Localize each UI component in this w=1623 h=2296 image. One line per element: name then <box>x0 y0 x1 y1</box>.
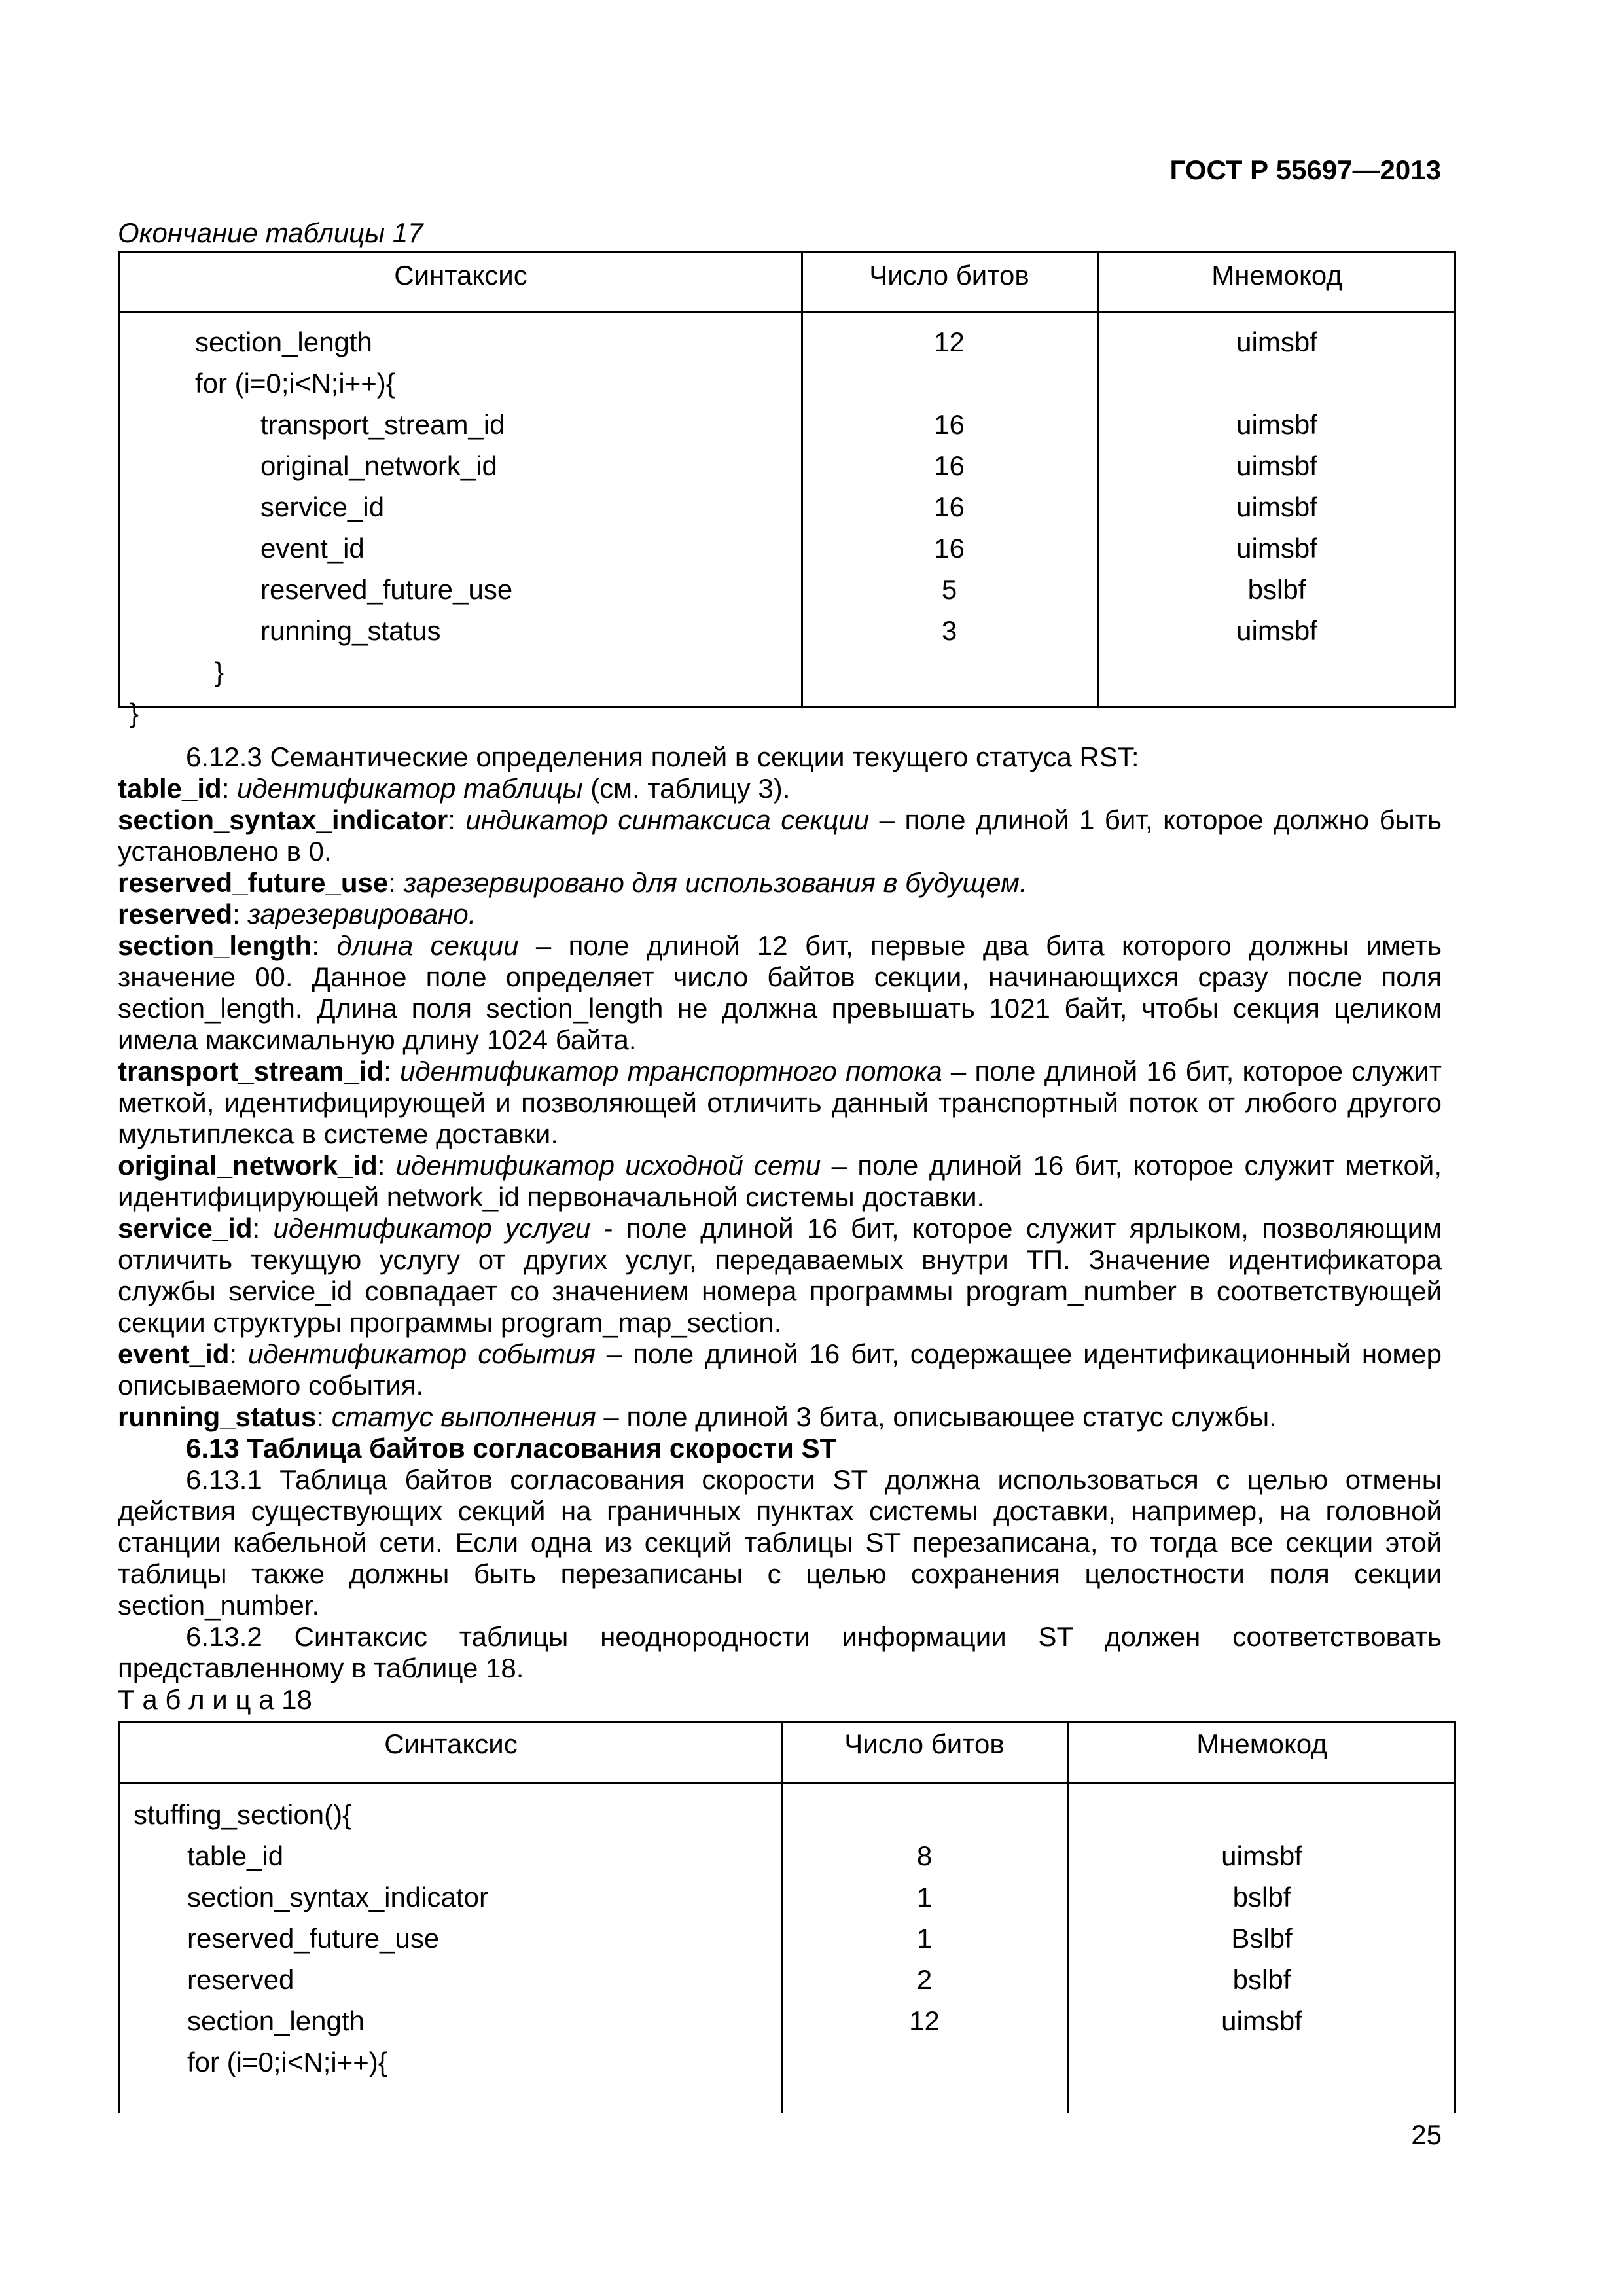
text-run: : <box>221 773 238 804</box>
row-mnemonic: uimsbf <box>1236 533 1317 564</box>
text-run: : <box>229 1338 249 1369</box>
table17-caption: Окончание таблицы 17 <box>118 217 423 248</box>
row-mnemonic: bslbf <box>1232 1964 1291 1995</box>
text-line <box>118 1496 1442 1527</box>
text-line <box>118 742 1442 773</box>
row-bits: 12 <box>934 327 965 357</box>
text-line <box>118 1370 1442 1401</box>
text-run: – поле длиной 16 бит, которое служит <box>942 1056 1442 1086</box>
row-syntax: event_id <box>260 533 365 564</box>
field-term: transport_stream_id <box>118 1056 384 1086</box>
body-text <box>118 742 1442 1715</box>
text-run: 6.13.1 Таблица байтов согласования скорости ST должна использоваться с целью отмены <box>186 1464 1442 1495</box>
row-syntax: section_length <box>187 2005 365 2036</box>
text-run: - поле длиной 16 бит, которое служит ярлыком, позволяющим <box>590 1213 1442 1244</box>
text-line <box>118 961 1442 993</box>
text-run: меткой, идентифицирующей и позволяющей отличить данный транспортный поток от любого другого <box>118 1087 1442 1118</box>
row-bits: 2 <box>916 1964 933 1995</box>
column-header-bits: Число битов <box>869 260 1029 291</box>
field-term: section_length <box>118 930 312 961</box>
text-run: имела максимальную длину 1024 байта. <box>118 1024 637 1055</box>
text-line <box>118 1433 1442 1464</box>
field-definition: идентификатор таблицы <box>237 773 583 804</box>
text-line <box>118 1150 1442 1181</box>
field-definition: зарезервировано для использования в будущем. <box>403 867 1027 898</box>
row-bits: 1 <box>916 1882 933 1912</box>
text-run: – поле длиной 12 бит, первые два бита которого должны иметь <box>518 930 1442 961</box>
row-syntax: } <box>130 698 139 728</box>
field-definition: идентификатор исходной сети <box>395 1150 821 1181</box>
text-line <box>118 930 1442 961</box>
text-line <box>118 1684 1442 1715</box>
text-run: представленному в таблице 18. <box>118 1653 524 1683</box>
text-run: : <box>312 930 337 961</box>
row-mnemonic: bslbf <box>1247 574 1306 605</box>
text-run: мультиплекса в системе доставки. <box>118 1119 558 1149</box>
row-syntax: section_length <box>195 327 372 357</box>
text-run: значение 00. Данное поле определяет число байтов секции, начинающихся сразу после поля <box>118 961 1442 992</box>
text-line <box>118 804 1442 836</box>
field-definition: индикатор синтаксиса секции <box>465 804 870 835</box>
row-bits: 12 <box>909 2005 940 2036</box>
row-syntax: for (i=0;i<N;i++){ <box>195 368 395 399</box>
text-line <box>118 1401 1442 1433</box>
text-line <box>118 899 1442 930</box>
text-line <box>118 1464 1442 1496</box>
text-line <box>118 1307 1442 1338</box>
row-syntax: reserved_future_use <box>260 574 513 605</box>
header-divider <box>120 1782 1454 1784</box>
text-line <box>118 1558 1442 1590</box>
text-line <box>118 1621 1442 1653</box>
field-term: original_network_id <box>118 1150 378 1181</box>
column-header-syntax: Синтаксис <box>384 1729 518 1759</box>
row-mnemonic: Bslbf <box>1231 1923 1293 1954</box>
text-line <box>118 1213 1442 1244</box>
row-bits: 16 <box>934 533 965 564</box>
field-term: running_status <box>118 1401 317 1432</box>
text-line <box>118 1181 1442 1213</box>
text-line <box>118 1590 1442 1621</box>
text-line <box>118 1244 1442 1276</box>
text-line <box>118 1056 1442 1087</box>
field-term: 6.13 Таблица байтов согласования скорости ST <box>186 1433 837 1463</box>
row-bits: 8 <box>916 1840 933 1871</box>
column-header-mnemonic: Мнемокод <box>1211 260 1342 291</box>
row-syntax: service_id <box>260 492 385 522</box>
text-run: : <box>316 1401 332 1432</box>
text-line <box>118 836 1442 867</box>
text-run: 6.13.2 Синтаксис таблицы неоднородности информации ST должен соответствовать <box>186 1621 1442 1652</box>
text-line <box>118 1087 1442 1119</box>
field-term: table_id <box>118 773 222 804</box>
text-run: Т а б л и ц а 18 <box>118 1684 312 1715</box>
text-line <box>118 1338 1442 1370</box>
field-definition: зарезервировано. <box>247 899 476 929</box>
text-run: станции кабельной сети. Если одна из секций таблицы ST перезаписана, то тогда все секции этой <box>118 1527 1442 1558</box>
text-line <box>118 1653 1442 1684</box>
row-syntax: reserved_future_use <box>187 1923 440 1954</box>
text-line <box>118 1527 1442 1558</box>
text-run: : <box>252 1213 274 1244</box>
text-run: действия существующих секций на граничных пунктах системы доставки, например, на головной <box>118 1496 1442 1526</box>
text-line <box>118 1024 1442 1056</box>
text-run: 6.12.3 Семантические определения полей в секции текущего статуса RST: <box>186 742 1139 772</box>
row-mnemonic: bslbf <box>1232 1882 1291 1912</box>
row-syntax: running_status <box>260 615 441 646</box>
field-definition: идентификатор транспортного потока <box>400 1056 942 1086</box>
row-bits: 1 <box>916 1923 933 1954</box>
text-run: section_length. Длина поля section_length не должна превышать 1021 байт, чтобы секция целиком <box>118 993 1442 1024</box>
text-run: : <box>377 1150 396 1181</box>
field-term: event_id <box>118 1338 230 1369</box>
field-definition: идентификатор события <box>248 1338 596 1369</box>
text-run: section_number. <box>118 1590 320 1621</box>
text-run: описываемого события. <box>118 1370 424 1401</box>
document-header-standard: ГОСТ Р 55697—2013 <box>1169 154 1441 185</box>
row-syntax: for (i=0;i<N;i++){ <box>187 2047 387 2077</box>
text-run: : <box>232 899 248 929</box>
page-number: 25 <box>1411 2119 1442 2150</box>
text-run: службы service_id совпадает со значением номера программы program_number в соответствующей <box>118 1276 1442 1306</box>
text-run: идентифицирующей network_id первоначальной системы доставки. <box>118 1181 985 1212</box>
text-run: таблицы также должны быть перезаписаны с целью сохранения целостности поля секции <box>118 1558 1442 1589</box>
text-run: (см. таблицу 3). <box>582 773 791 804</box>
field-term: reserved <box>118 899 233 929</box>
field-definition: статус выполнения <box>331 1401 596 1432</box>
text-line <box>118 993 1442 1024</box>
text-run: отличить текущую услугу от других услуг, передаваемых внутри ТП. Значение идентификатора <box>118 1244 1442 1275</box>
table-17 <box>118 251 1456 728</box>
row-bits: 16 <box>934 409 965 440</box>
field-definition: идентификатор услуги <box>273 1213 591 1244</box>
column-header-mnemonic: Мнемокод <box>1196 1729 1327 1759</box>
row-mnemonic: uimsbf <box>1236 327 1317 357</box>
row-mnemonic: uimsbf <box>1236 615 1317 646</box>
row-bits: 5 <box>941 574 957 605</box>
field-definition: длина секции <box>336 930 519 961</box>
row-mnemonic: uimsbf <box>1236 409 1317 440</box>
row-mnemonic: uimsbf <box>1221 2005 1302 2036</box>
text-line <box>118 1276 1442 1307</box>
table-18 <box>118 1721 1456 2113</box>
header-divider <box>120 311 1454 313</box>
text-run: : <box>383 1056 401 1086</box>
text-run: – поле длиной 1 бит, которое должно быть <box>869 804 1442 835</box>
row-syntax: original_network_id <box>260 450 497 481</box>
text-run: установлено в 0. <box>118 836 332 867</box>
row-syntax: table_id <box>187 1840 284 1871</box>
text-line <box>118 773 1442 804</box>
field-term: service_id <box>118 1213 253 1244</box>
text-run: – поле длиной 16 бит, содержащее идентификационный номер <box>595 1338 1442 1369</box>
text-run: : <box>448 804 466 835</box>
row-bits: 16 <box>934 450 965 481</box>
row-syntax: section_syntax_indicator <box>187 1882 488 1912</box>
row-mnemonic: uimsbf <box>1221 1840 1302 1871</box>
text-line <box>118 1119 1442 1150</box>
text-line <box>118 867 1442 899</box>
text-run: секции структуры программы program_map_section. <box>118 1307 782 1338</box>
row-bits: 16 <box>934 492 965 522</box>
row-syntax: stuffing_section(){ <box>134 1799 352 1830</box>
row-syntax: transport_stream_id <box>260 409 505 440</box>
column-header-syntax: Синтаксис <box>394 260 527 291</box>
column-header-bits: Число битов <box>844 1729 1005 1759</box>
row-mnemonic: uimsbf <box>1236 492 1317 522</box>
row-syntax: } <box>215 656 224 687</box>
text-run: : <box>388 867 404 898</box>
text-run: – поле длиной 16 бит, которое служит меткой, <box>821 1150 1442 1181</box>
text-run: – поле длиной 3 бита, описывающее статус службы. <box>596 1401 1277 1432</box>
field-term: reserved_future_use <box>118 867 389 898</box>
field-term: section_syntax_indicator <box>118 804 448 835</box>
row-syntax: reserved <box>187 1964 294 1995</box>
row-bits: 3 <box>941 615 957 646</box>
row-mnemonic: uimsbf <box>1236 450 1317 481</box>
